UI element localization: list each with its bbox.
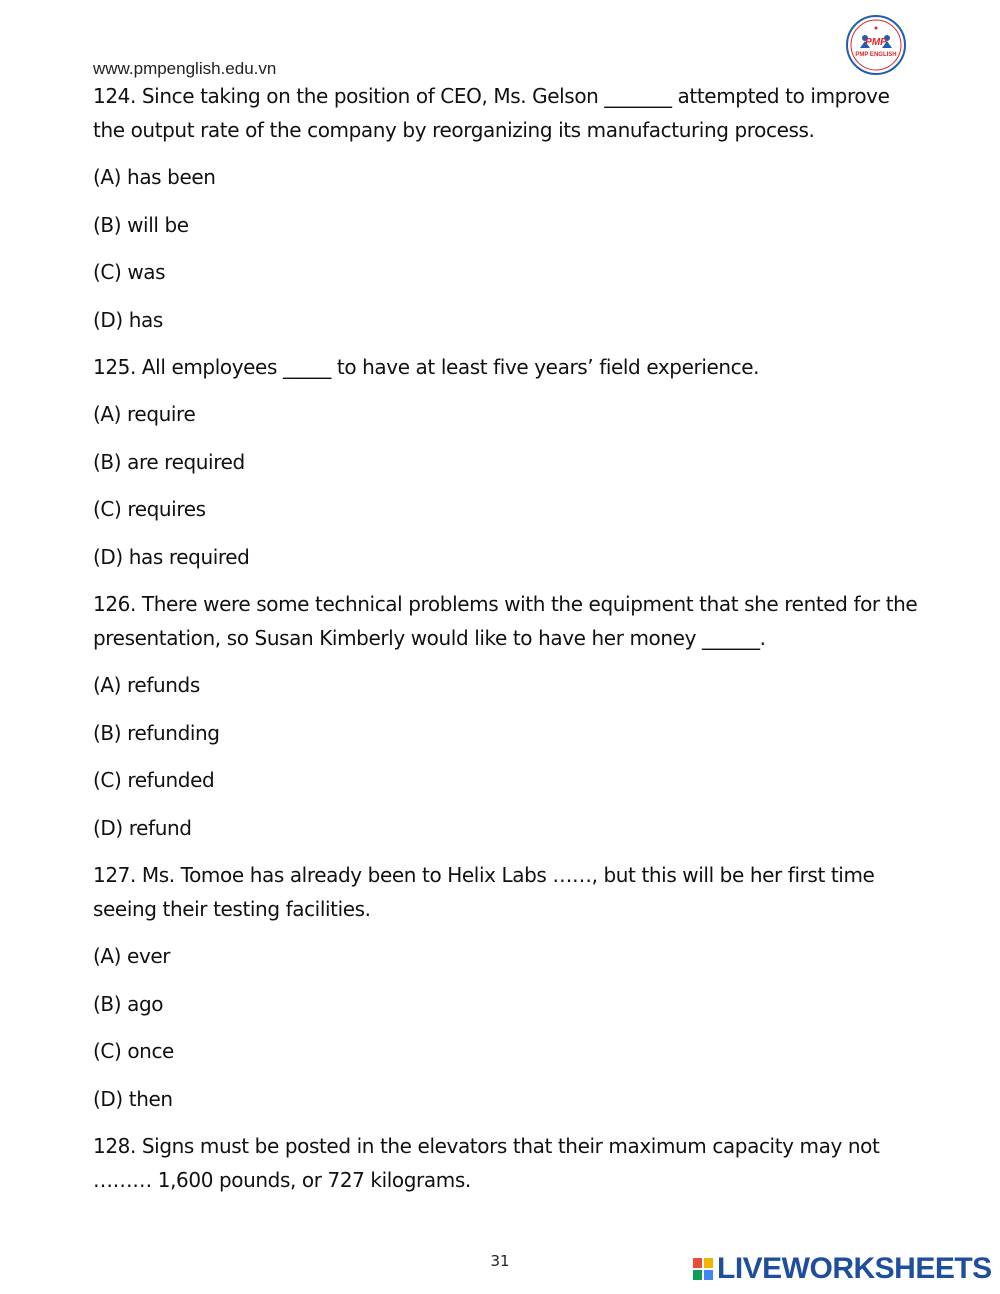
option-a[interactable]: (A) has been [93, 165, 216, 189]
option-d[interactable]: (D) refund [93, 815, 192, 840]
worksheet-content [93, 79, 923, 1210]
page-number: 31 [490, 1252, 510, 1270]
question-text: 127. Ms. Tomoe has already been to Helix Labs ……, but this will be her first time seeing their testing facilities. [93, 863, 875, 921]
option-a[interactable]: (A) require [93, 402, 196, 426]
logo-text: PMP [865, 37, 887, 48]
logo-subtext: PMP ENGLISH [855, 52, 897, 58]
option-d[interactable]: (D) then [93, 1086, 173, 1111]
site-url[interactable]: www.pmpenglish.edu.vn [93, 59, 277, 78]
option-c[interactable]: (C) requires [93, 497, 206, 521]
option-d[interactable]: (D) has required [93, 544, 250, 569]
question-127 [93, 858, 923, 1116]
pmp-english-logo [845, 14, 907, 76]
option-c[interactable]: (C) once [93, 1039, 174, 1063]
question-124 [93, 79, 923, 337]
question-125 [93, 350, 923, 574]
question-text: 124. Since taking on the position of CEO, Ms. Gelson _______ attempted to improve the output rate of the company by reorganizing its manufacturing process. [93, 84, 890, 142]
question-text: 128. Signs must be posted in the elevators that their maximum capacity may not ……… 1,600 pounds, or 727 kilograms. [93, 1134, 880, 1192]
option-a[interactable]: (A) refunds [93, 673, 200, 697]
question-128 [93, 1129, 923, 1197]
option-c[interactable]: (C) refunded [93, 768, 215, 792]
question-text: 126. There were some technical problems with the equipment that she rented for the presentation, so Susan Kimberly would like to have her money ______. [93, 592, 918, 650]
option-a[interactable]: (A) ever [93, 944, 171, 968]
option-b[interactable]: (B) are required [93, 449, 245, 474]
question-text: 125. All employees _____ to have at least five years’ field experience. [93, 355, 760, 379]
option-c[interactable]: (C) was [93, 260, 166, 284]
question-126 [93, 587, 923, 845]
liveworksheets-blocks-icon [693, 1258, 713, 1280]
option-b[interactable]: (B) refunding [93, 720, 220, 745]
option-b[interactable]: (B) will be [93, 212, 189, 237]
option-b[interactable]: (B) ago [93, 991, 164, 1016]
brand-text: LIVEWORKSHEETS [717, 1252, 992, 1285]
option-d[interactable]: (D) has [93, 307, 163, 332]
liveworksheets-brand[interactable] [693, 1252, 992, 1286]
